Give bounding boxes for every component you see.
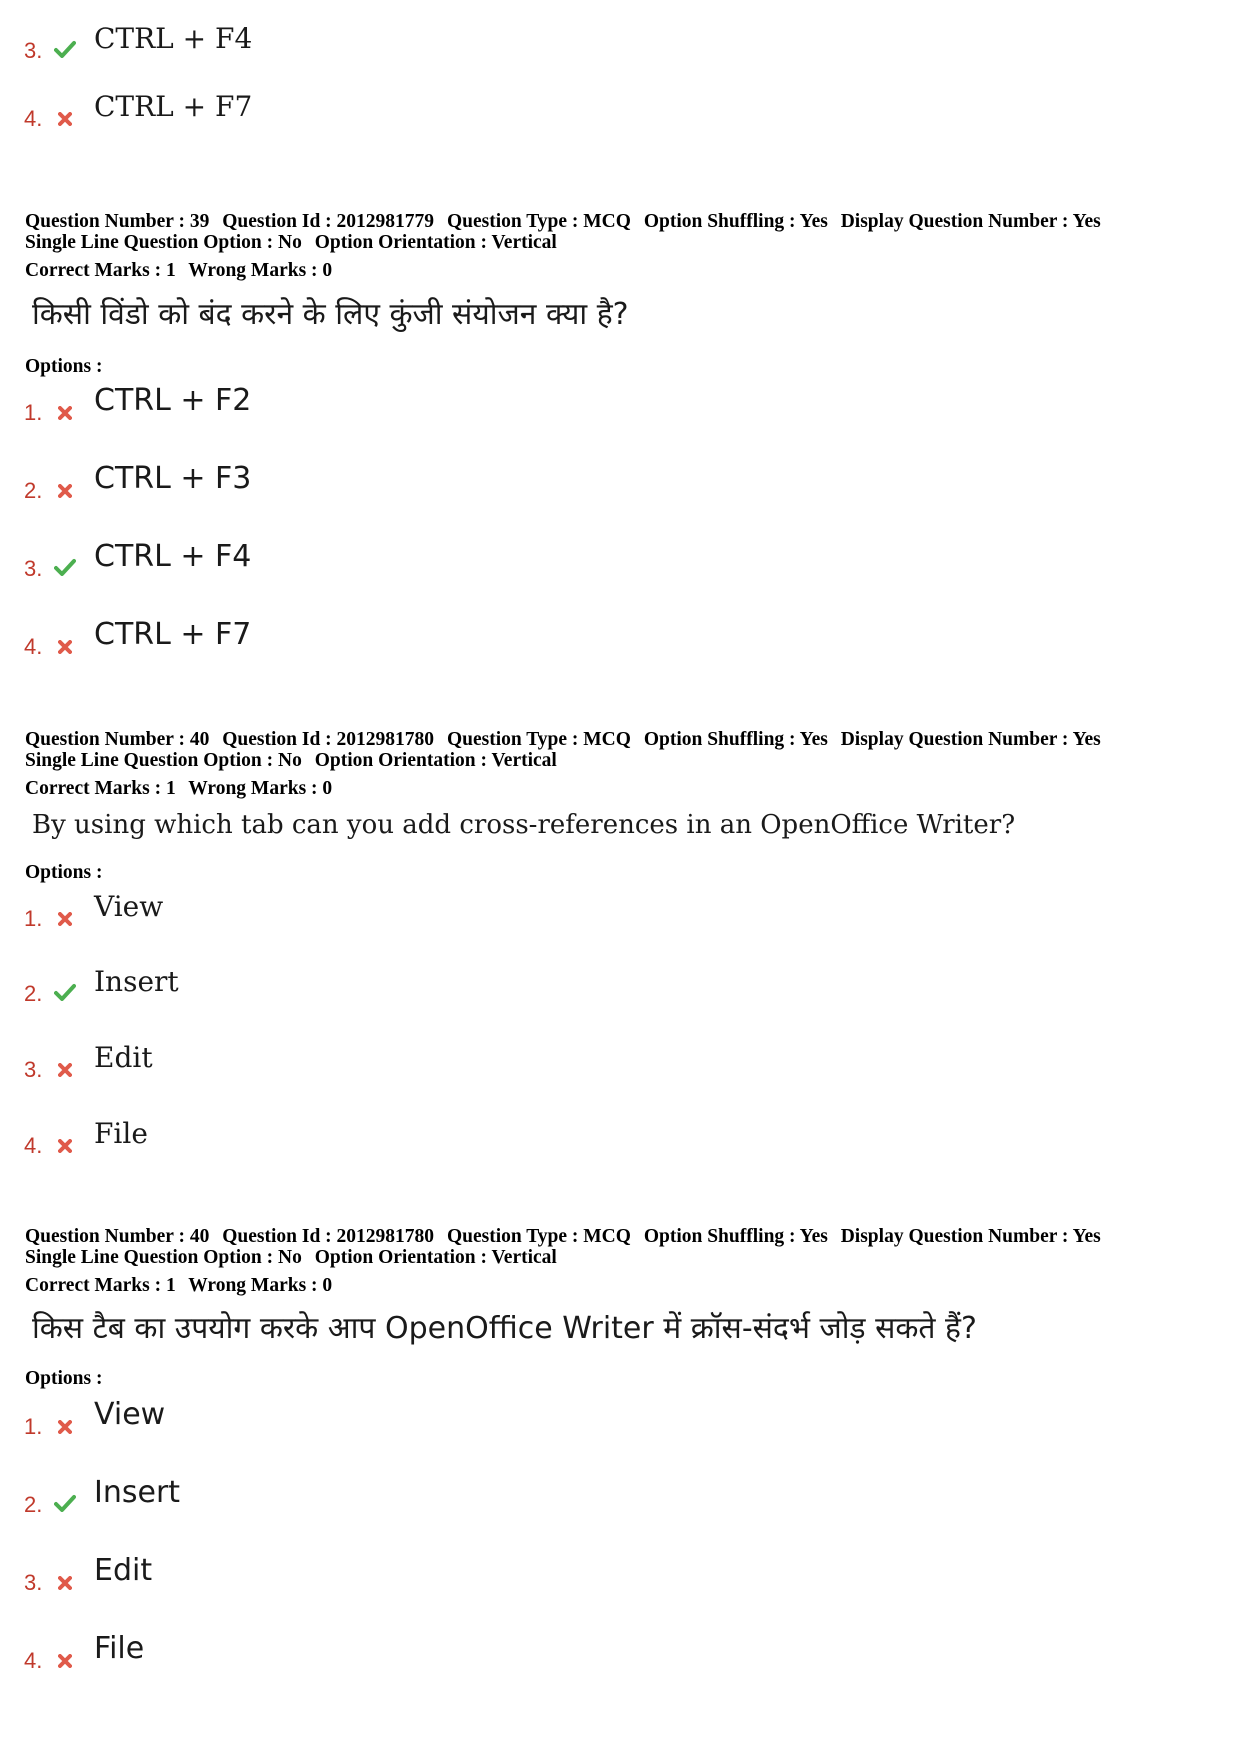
option-number: 1. — [24, 400, 43, 425]
wrong-marks: Wrong Marks : 0 — [188, 1275, 333, 1296]
option-shuffling: Option Shuffling : Yes — [643, 1226, 828, 1247]
option-row — [24, 1035, 153, 1083]
correct-marks: Correct Marks : 1 — [25, 260, 176, 281]
option-row — [24, 1626, 144, 1674]
question-meta-line2 — [25, 1247, 565, 1269]
option-text: CTRL + F7 — [94, 90, 253, 123]
question-id: Question Id : 2012981779 — [222, 211, 435, 232]
question-meta-line2 — [25, 750, 565, 772]
option-number: 4. — [24, 106, 43, 131]
question-meta-line2 — [25, 232, 565, 254]
question-text: किस टैब का उपयोग करके आप OpenOffice Writer में क्रॉस-संदर्भ जोड़ सकते हैं? — [32, 1311, 977, 1346]
question-meta-line1 — [25, 729, 1109, 751]
cross-icon — [50, 1420, 80, 1440]
check-icon — [50, 983, 80, 1007]
option-text: CTRL + F2 — [94, 383, 252, 418]
question-type: Question Type : MCQ — [446, 729, 631, 750]
option-number: 3. — [24, 38, 43, 63]
options-label: Options : — [25, 1368, 103, 1389]
single-line-option: Single Line Question Option : No — [25, 232, 302, 253]
option-shuffling: Option Shuffling : Yes — [643, 211, 828, 232]
cross-icon — [50, 1063, 80, 1083]
question-marks — [25, 1275, 340, 1297]
option-text: Edit — [94, 1041, 153, 1074]
correct-marks: Correct Marks : 1 — [25, 778, 176, 799]
option-text: CTRL + F4 — [94, 22, 253, 55]
option-row — [24, 456, 251, 504]
check-icon — [50, 40, 80, 64]
cross-icon — [50, 1576, 80, 1596]
correct-marks: Correct Marks : 1 — [25, 1275, 176, 1296]
option-row — [24, 534, 251, 582]
option-row — [24, 1392, 165, 1440]
option-text: View — [94, 1397, 166, 1432]
question-number: Question Number : 39 — [25, 211, 210, 232]
option-number: 3. — [24, 1057, 43, 1082]
option-number: 1. — [24, 906, 43, 931]
option-number: 2. — [24, 981, 43, 1006]
option-row — [24, 1548, 152, 1596]
option-text: File — [94, 1117, 148, 1150]
display-question-number: Display Question Number : Yes — [840, 1226, 1101, 1247]
option-text: CTRL + F7 — [94, 617, 252, 652]
option-orientation: Option Orientation : Vertical — [314, 1247, 557, 1268]
option-row — [24, 1470, 180, 1518]
option-orientation: Option Orientation : Vertical — [314, 232, 557, 253]
option-number: 4. — [24, 634, 43, 659]
single-line-option: Single Line Question Option : No — [25, 750, 302, 771]
option-number: 4. — [24, 1133, 43, 1158]
option-number: 1. — [24, 1414, 43, 1439]
options-label: Options : — [25, 862, 103, 883]
option-number: 4. — [24, 1648, 43, 1673]
question-type: Question Type : MCQ — [446, 1226, 631, 1247]
option-text: View — [94, 890, 164, 923]
check-icon — [50, 558, 80, 582]
cross-icon — [50, 112, 80, 132]
cross-icon — [50, 484, 80, 504]
option-number: 3. — [24, 556, 43, 581]
question-marks — [25, 260, 340, 282]
option-row — [24, 378, 251, 426]
wrong-marks: Wrong Marks : 0 — [188, 778, 333, 799]
question-text: किसी विंडो को बंद करने के लिए कुंजी संयोजन क्या है? — [32, 297, 629, 332]
cross-icon — [50, 1139, 80, 1159]
option-row — [24, 16, 252, 64]
option-text: Insert — [94, 1475, 181, 1510]
option-row — [24, 959, 179, 1007]
option-text: CTRL + F3 — [94, 461, 252, 496]
check-icon — [50, 1494, 80, 1518]
option-number: 2. — [24, 478, 43, 503]
cross-icon — [50, 1654, 80, 1674]
option-shuffling: Option Shuffling : Yes — [643, 729, 828, 750]
option-text: Edit — [94, 1553, 153, 1588]
cross-icon — [50, 640, 80, 660]
option-text: Insert — [94, 965, 179, 998]
option-row — [24, 84, 252, 132]
question-meta-line1 — [25, 1226, 1109, 1248]
single-line-option: Single Line Question Option : No — [25, 1247, 302, 1268]
question-meta-line1 — [25, 211, 1109, 233]
option-row — [24, 884, 163, 932]
question-type: Question Type : MCQ — [446, 211, 631, 232]
option-row — [24, 1111, 148, 1159]
question-number: Question Number : 40 — [25, 729, 210, 750]
question-id: Question Id : 2012981780 — [222, 1226, 435, 1247]
option-text: File — [94, 1631, 145, 1666]
question-marks — [25, 778, 340, 800]
question-text: By using which tab can you add cross-references in an OpenOffice Writer? — [32, 810, 1016, 840]
question-id: Question Id : 2012981780 — [222, 729, 435, 750]
option-text: CTRL + F4 — [94, 539, 252, 574]
options-label: Options : — [25, 356, 103, 377]
option-number: 3. — [24, 1570, 43, 1595]
cross-icon — [50, 912, 80, 932]
option-row — [24, 612, 251, 660]
wrong-marks: Wrong Marks : 0 — [188, 260, 333, 281]
question-number: Question Number : 40 — [25, 1226, 210, 1247]
option-number: 2. — [24, 1492, 43, 1517]
display-question-number: Display Question Number : Yes — [840, 729, 1101, 750]
option-orientation: Option Orientation : Vertical — [314, 750, 557, 771]
cross-icon — [50, 406, 80, 426]
display-question-number: Display Question Number : Yes — [840, 211, 1101, 232]
